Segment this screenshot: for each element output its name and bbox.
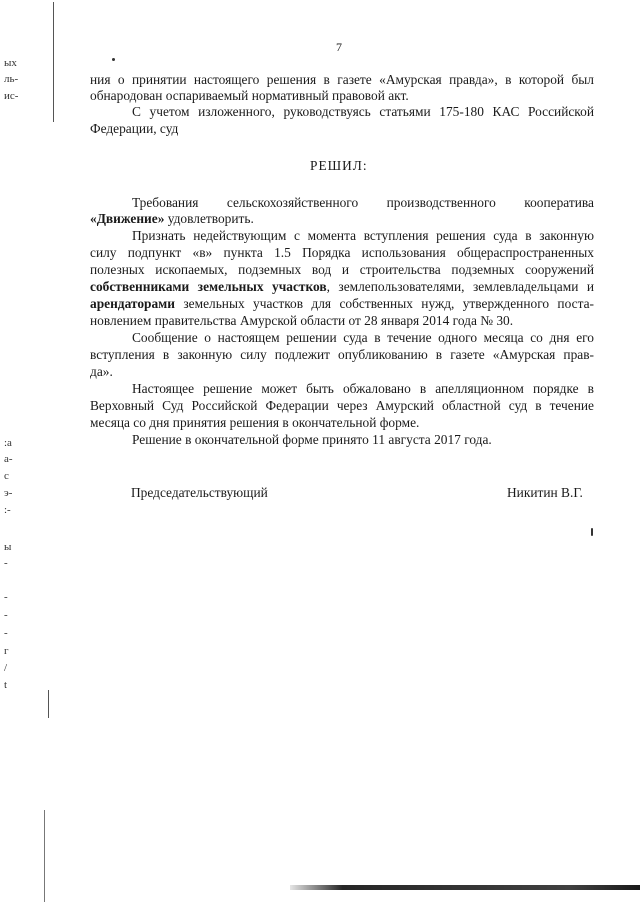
signature-name: Никитин В.Г. bbox=[507, 485, 583, 500]
margin-fragment: с bbox=[4, 470, 9, 482]
margin-fragment: г bbox=[4, 645, 9, 657]
margin-fragment: - bbox=[4, 627, 8, 639]
margin-fragment: ис- bbox=[4, 90, 19, 102]
scan-artifact-dot bbox=[591, 528, 593, 536]
margin-fragment: - bbox=[4, 557, 8, 569]
margin-fragment: / bbox=[4, 662, 8, 674]
scan-artifact-dot bbox=[112, 58, 115, 61]
margin-fragment: t bbox=[4, 679, 8, 691]
scan-artifact-line bbox=[48, 690, 49, 718]
scan-artifact-line bbox=[53, 2, 54, 122]
margin-fragment: - bbox=[4, 591, 8, 603]
decision-heading: РЕШИЛ: bbox=[310, 158, 368, 173]
margin-fragment: э- bbox=[4, 487, 13, 499]
margin-fragment: ль- bbox=[4, 73, 19, 85]
margin-fragment: ых bbox=[4, 57, 17, 69]
margin-fragment: а- bbox=[4, 453, 13, 465]
signature-title: Председательствующий bbox=[131, 485, 268, 500]
margin-fragment: - bbox=[4, 609, 8, 621]
margin-fragment: :- bbox=[4, 504, 11, 516]
scan-artifact-smudge bbox=[290, 885, 640, 890]
margin-fragment: ы bbox=[4, 541, 12, 553]
margin-fragment: :а bbox=[4, 437, 12, 449]
scan-artifact-line bbox=[44, 810, 45, 902]
page-number: 7 bbox=[336, 40, 342, 54]
